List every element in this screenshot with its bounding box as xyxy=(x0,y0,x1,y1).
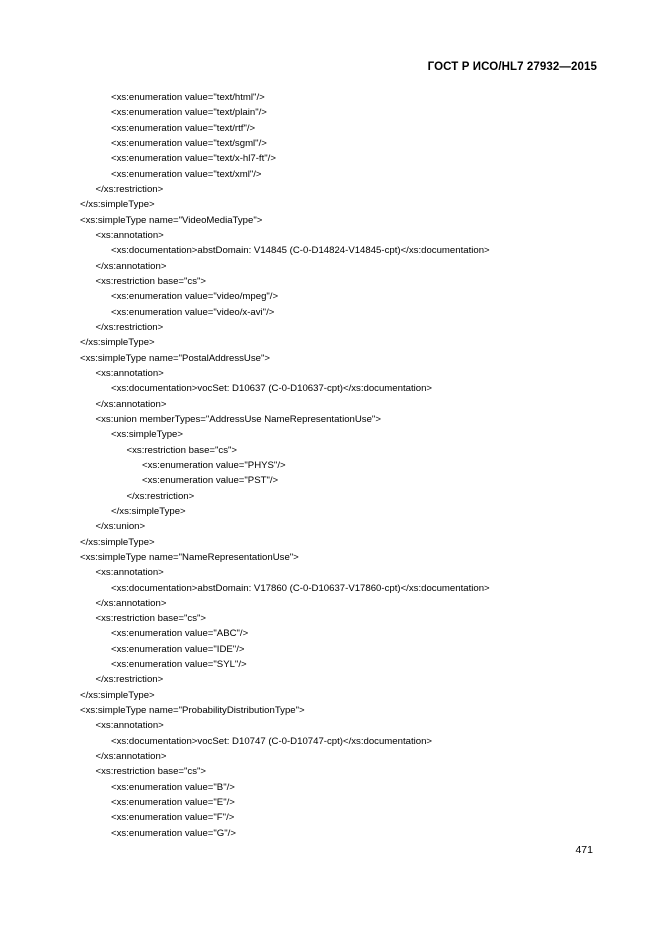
code-line: </xs:annotation> xyxy=(95,597,167,609)
code-line: </xs:annotation> xyxy=(95,260,167,272)
code-line: </xs:restriction> xyxy=(95,674,164,686)
document-standard-header: ГОСТ Р ИСО/HL7 27932—2015 xyxy=(427,61,597,73)
code-line: <xs:enumeration value="SYL"/> xyxy=(111,659,247,671)
code-line: <xs:annotation> xyxy=(95,720,164,732)
code-line: <xs:documentation>abstDomain: V14845 (C-0-D14824-V14845-cpt)</xs:documentation> xyxy=(111,245,490,257)
code-line: <xs:enumeration value="video/x-avi"/> xyxy=(111,306,275,318)
code-line: </xs:simpleType> xyxy=(80,337,155,349)
code-line: <xs:enumeration value="PHYS"/> xyxy=(142,459,286,471)
code-line: <xs:simpleType name="VideoMediaType"> xyxy=(80,214,263,226)
code-line: </xs:simpleType> xyxy=(80,536,155,548)
code-line: <xs:enumeration value="B"/> xyxy=(111,781,235,793)
code-line: <xs:enumeration value="E"/> xyxy=(111,797,235,809)
code-line: <xs:enumeration value="text/xml"/> xyxy=(111,168,262,180)
code-line: </xs:simpleType> xyxy=(111,505,186,517)
code-line: <xs:enumeration value="text/plain"/> xyxy=(111,107,267,119)
code-line: <xs:documentation>vocSet: D10747 (C-0-D10747-cpt)</xs:documentation> xyxy=(111,735,433,747)
code-line: <xs:union memberTypes="AddressUse NameRepresentationUse"> xyxy=(95,413,381,425)
code-line: </xs:simpleType> xyxy=(80,199,155,211)
code-line: <xs:enumeration value="video/mpeg"/> xyxy=(111,291,279,303)
xml-schema-code-block xyxy=(80,90,600,841)
code-line: <xs:simpleType name="NameRepresentationUse"> xyxy=(80,551,299,563)
code-line: </xs:restriction> xyxy=(126,490,195,502)
code-line: <xs:enumeration value="IDE"/> xyxy=(111,643,245,655)
code-line: <xs:documentation>abstDomain: V17860 (C-0-D10637-V17860-cpt)</xs:documentation> xyxy=(111,582,490,594)
code-line: <xs:simpleType name="ProbabilityDistributionType"> xyxy=(80,705,305,717)
code-line: <xs:enumeration value="text/sgml"/> xyxy=(111,137,267,149)
code-line: </xs:union> xyxy=(95,521,146,533)
code-line: <xs:annotation> xyxy=(95,229,164,241)
code-line: <xs:simpleType> xyxy=(111,429,183,441)
code-line: </xs:simpleType> xyxy=(80,689,155,701)
code-line: </xs:restriction> xyxy=(95,183,164,195)
code-line: <xs:restriction base="cs"> xyxy=(95,766,207,778)
code-line: <xs:enumeration value="text/rtf"/> xyxy=(111,122,256,134)
code-line: </xs:annotation> xyxy=(95,751,167,763)
code-line: <xs:restriction base="cs"> xyxy=(95,275,207,287)
code-line: <xs:enumeration value="G"/> xyxy=(111,827,236,839)
code-line: <xs:enumeration value="PST"/> xyxy=(142,475,279,487)
code-line: </xs:annotation> xyxy=(95,398,167,410)
code-line: <xs:enumeration value="F"/> xyxy=(111,812,235,824)
code-line: <xs:enumeration value="ABC"/> xyxy=(111,628,249,640)
code-line: <xs:documentation>vocSet: D10637 (C-0-D10637-cpt)</xs:documentation> xyxy=(111,383,433,395)
code-line: </xs:restriction> xyxy=(95,321,164,333)
code-line: <xs:annotation> xyxy=(95,567,164,579)
code-line: <xs:enumeration value="text/html"/> xyxy=(111,92,265,103)
code-line: <xs:simpleType name="PostalAddressUse"> xyxy=(80,352,270,364)
page-number: 471 xyxy=(575,844,593,856)
code-line: <xs:restriction base="cs"> xyxy=(126,444,238,456)
code-line: <xs:restriction base="cs"> xyxy=(95,613,207,625)
code-line: <xs:enumeration value="text/x-hl7-ft"/> xyxy=(111,153,276,165)
code-line: <xs:annotation> xyxy=(95,367,164,379)
